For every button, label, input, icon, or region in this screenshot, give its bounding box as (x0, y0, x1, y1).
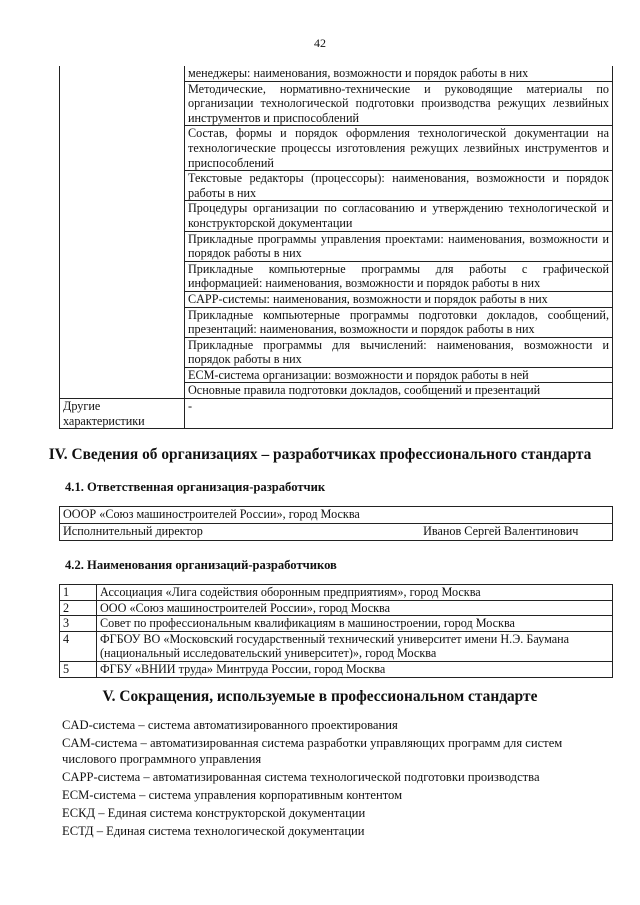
knowledge-item: Прикладные компьютерные программы подготовки докладов, сообщений, презентаций: наименования, возможности и порядок работы в них (185, 307, 613, 337)
org-number: 2 (60, 600, 97, 616)
org-name: Совет по профессиональным квалификациям в машиностроении, город Москва (97, 616, 613, 632)
knowledge-item: Основные правила подготовки докладов, сообщений и презентаций (185, 383, 613, 399)
knowledge-item: Прикладные программы для вычислений: наименования, возможности и порядок работы в них (185, 337, 613, 367)
subsection-4-1-title: 4.1. Ответственная организация-разработчик (65, 480, 326, 494)
abbreviation-item: CAD-система – система автоматизированного проектирования (62, 718, 398, 732)
page-number: 42 (314, 36, 326, 50)
table-row (60, 399, 613, 429)
org-name: ООО «Союз машиностроителей России», город Москва (97, 600, 613, 616)
table-row (60, 661, 613, 677)
knowledge-item: Процедуры организации по согласованию и утверждению технологической и конструкторской документации (185, 201, 613, 231)
table-row (60, 585, 613, 601)
developer-orgs-table (59, 584, 613, 678)
table-row (60, 600, 613, 616)
abbreviation-item: ЕСКД – Единая система конструкторской документации (62, 805, 366, 820)
knowledge-item: менеджеры: наименования, возможности и порядок работы в них (185, 66, 613, 81)
org-number: 5 (60, 661, 97, 677)
table-row (60, 66, 613, 81)
knowledge-item: Текстовые редакторы (процессоры): наименования, возможности и порядок работы в них (185, 171, 613, 201)
table-row (60, 616, 613, 632)
abbreviations-list (62, 718, 602, 842)
director-name: Иванов Сергей Валентинович (218, 524, 612, 541)
other-characteristics-label: Другие характеристики (60, 399, 185, 429)
side-cell-empty (60, 66, 185, 399)
table-row (60, 524, 613, 541)
responsible-org-name: ОООР «Союз машиностроителей России», город Москва (60, 507, 613, 524)
abbreviation-item: CAM-система – автоматизированная система разработки управляющих программ для систем числового программного управления (62, 735, 563, 766)
org-name: ФГБУ «ВНИИ труда» Минтруда России, город Москва (97, 661, 613, 677)
abbreviation-item: CAPP-система – автоматизированная система технологической подготовки производства (62, 769, 540, 784)
table-row (60, 507, 613, 524)
knowledge-table (59, 66, 613, 429)
org-name: Ассоциация «Лига содействия оборонным предприятиям», город Москва (97, 585, 613, 601)
table-row (60, 631, 613, 661)
knowledge-item: Прикладные компьютерные программы для работы с графической информацией: наименования, возможности и порядок работы в них (185, 261, 613, 291)
director-role: Исполнительный директор (60, 524, 219, 541)
section-5-title: V. Сокращения, используемые в профессиональном стандарте (102, 688, 538, 705)
responsible-org-table (59, 506, 613, 541)
org-number: 4 (60, 631, 97, 661)
abbreviation-item: ECM-система – система управления корпоративным контентом (62, 787, 403, 802)
knowledge-item: ECM-система организации: возможности и порядок работы в ней (185, 367, 613, 383)
other-characteristics-value: - (185, 399, 613, 429)
org-number: 1 (60, 585, 97, 601)
knowledge-item: Состав, формы и порядок оформления технологической документации на технологические процессы изготовления режущих лезвийных инструментов и приспособлений (185, 126, 613, 171)
org-number: 3 (60, 616, 97, 632)
knowledge-item: Прикладные программы управления проектами: наименования, возможности и порядок работы в них (185, 231, 613, 261)
abbreviation-item: ЕСТД – Единая система технологической документации (62, 823, 365, 838)
section-4-title: IV. Сведения об организациях – разработчиках профессионального стандарта (48, 446, 592, 463)
knowledge-item: Методические, нормативно-технические и руководящие материалы по организации технологической подготовки производства режущих лезвийных инструментов и приспособлений (185, 81, 613, 126)
knowledge-item: CAPP-системы: наименования, возможности и порядок работы в них (185, 291, 613, 307)
subsection-4-2-title: 4.2. Наименования организаций-разработчиков (65, 558, 337, 572)
org-name: ФГБОУ ВО «Московский государственный технический университет имени Н.Э. Баумана (национальный исследовательский университет)», город Москва (97, 631, 613, 661)
